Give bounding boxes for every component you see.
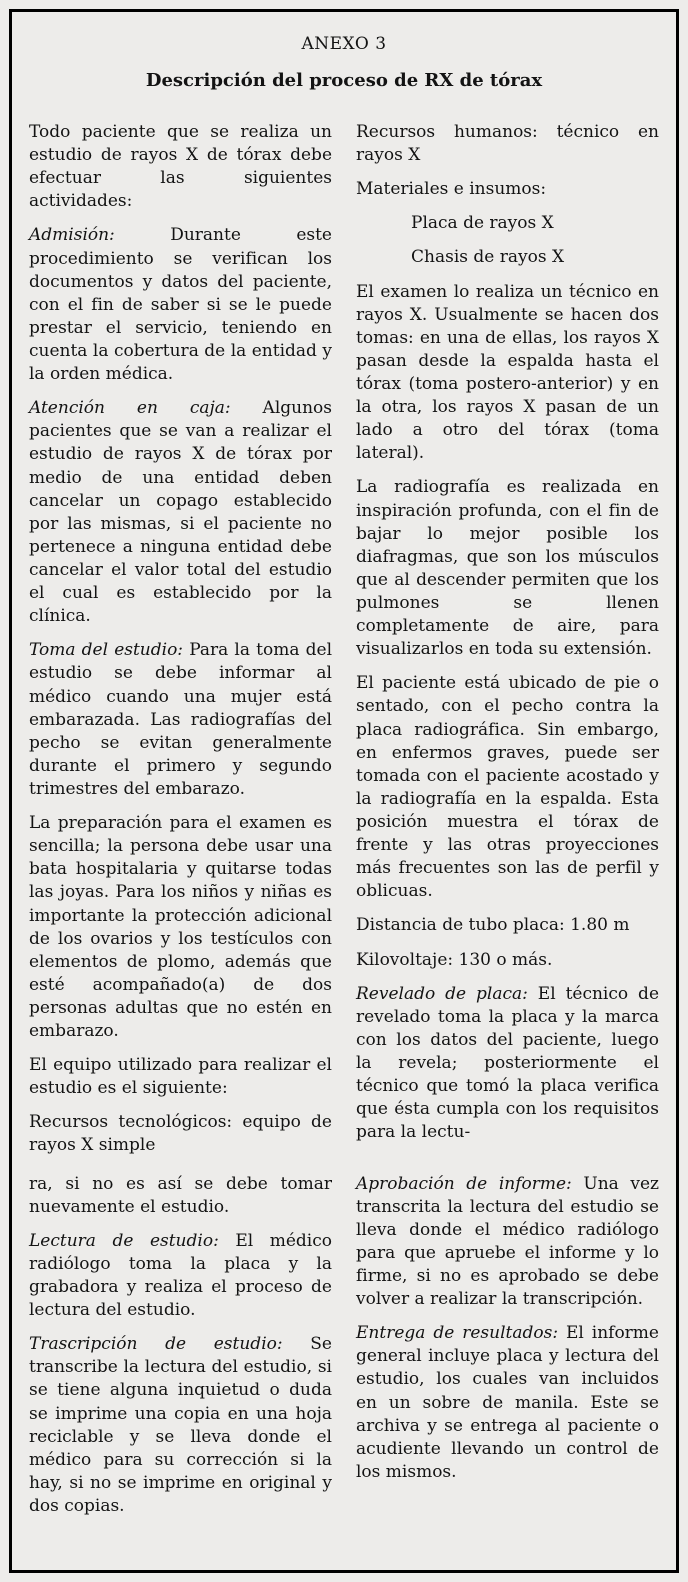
document-page [9, 9, 679, 1573]
paragraph-text: El técnico de revelado toma la placa y la marca con los datos del paciente, luego la revela; posteriormente el técnico que tomó la placa verifica que ésta cumpla con los requisitos para la lectu- [356, 983, 659, 1143]
paragraph: Materiales e insumos: [356, 179, 547, 200]
bottom-section [29, 1173, 659, 1530]
paragraph: ra, si no es así se debe tomar nuevamente el estudio. [29, 1173, 332, 1217]
paragraph [29, 1230, 332, 1322]
annex-title: ANEXO 3 [301, 34, 387, 54]
paragraph: El equipo utilizado para realizar el estudio es el siguiente: [29, 1055, 332, 1099]
paragraph-lead: Revelado de placa: [356, 983, 538, 1004]
list-item: Chasis de rayos X [411, 247, 565, 268]
paragraph: Todo paciente que se realiza un estudio de rayos X de tórax debe efectuar las siguientes actividades: [29, 122, 332, 212]
column-bottom-right [356, 1173, 659, 1530]
paragraph-lead: Lectura de estudio: [29, 1230, 236, 1251]
column-top-right [356, 121, 659, 1169]
paragraph: Distancia de tubo placa: 1.80 m [356, 915, 630, 936]
paragraph [29, 224, 332, 386]
paragraph-text: Algunos pacientes que se van a realizar el estudio de rayos X de tórax por medio de una entidad deben cancelar un copago establecido por las mismas, si el paciente no pertenece a ninguna entidad debe cancelar el valor total del estudio el cual es establecido por la clínica. [29, 398, 332, 627]
paragraph-lead: Entrega de resultados: [356, 1323, 566, 1344]
paragraph: El examen lo realiza un técnico en rayos X. Usualmente se hacen dos tomas: en una de ellas, los rayos X pasan desde la espalda hasta el tórax (toma postero-anterior) y en la otra, los rayos X pasan de un lado a otro del tórax (toma lateral). [356, 281, 659, 464]
paragraph [356, 1173, 659, 1312]
paragraph-text: El informe general incluye placa y lectura del estudio, los cuales van incluidos en un sobre de manila. Este se archiva y se entrega al paciente o acudiente llevando un control de los mismos. [356, 1323, 659, 1482]
paragraph [29, 639, 332, 801]
paragraph-lead: Trascripción de estudio: [29, 1334, 311, 1355]
paragraph: Kilovoltaje: 130 o más. [356, 949, 553, 970]
paragraph: Recursos tecnológicos: equipo de rayos X simple [29, 1112, 332, 1156]
paragraph-text: Durante este procedimiento se verifican los documentos y datos del paciente, con el fin de saber si se le puede prestar el servicio, teniendo en cuenta la cobertura de la entidad y la orden médica. [29, 225, 332, 385]
paragraph-text: Se transcribe la lectura del estudio, si se tiene alguna inquietud o duda se imprime una copia en una hoja reciclable y se lleva donde el médico para su corrección si la hay, si no se imprime en original y dos copias. [29, 1334, 332, 1517]
paragraph-text: El médico radiólogo toma la placa y la grabadora y realiza el proceso de lectura del estudio. [29, 1230, 332, 1321]
paragraph: Recursos humanos: técnico en rayos X [356, 122, 659, 166]
paragraph-lead: Aprobación de informe: [356, 1173, 584, 1194]
paragraph [356, 983, 659, 1145]
top-section [29, 121, 659, 1169]
paragraph-text: Una vez transcrita la lectura del estudio se lleva donde el médico radiólogo para que apruebe el informe y lo firme, si no es aprobado se debe volver a realizar la transcripción. [356, 1173, 660, 1310]
column-top-left [29, 121, 332, 1169]
document-subtitle: Descripción del proceso de RX de tórax [145, 70, 543, 91]
paragraph-lead: Admisión: [29, 225, 171, 246]
paragraph: La radiografía es realizada en inspiración profunda, con el fin de bajar lo mejor posible los diafragmas, que son los músculos que al descender permiten que los pulmones se llenen completamente de aire, para visualizarlos en toda su extensión. [356, 477, 659, 660]
paragraph: La preparación para el examen es sencilla; la persona debe usar una bata hospitalaria y quitarse todas las joyas. Para los niños y niñas es importante la protección adicional de los ovarios y los testículos con elementos de plomo, además que esté acompañado(a) de dos personas adultas que no estén en embarazo. [29, 813, 332, 1042]
paragraph [29, 397, 332, 628]
paragraph [29, 1333, 332, 1518]
paragraph [356, 1322, 659, 1484]
list-item: Placa de rayos X [411, 213, 554, 234]
paragraph-lead: Atención en caja: [29, 398, 263, 419]
paragraph-lead: Toma del estudio: [29, 640, 190, 661]
paragraph-text: Para la toma del estudio se debe informar al médico cuando una mujer está embarazada. Las radiografías del pecho se evitan generalmente durante el primero y segundo trimestres del embarazo. [29, 640, 333, 799]
paragraph: El paciente está ubicado de pie o sentado, con el pecho contra la placa radiográfica. Sin embargo, en enfermos graves, puede ser tomada con el paciente acostado y la radiografía en la espalda. Esta posición muestra el tórax de frente y las otras proyecciones más frecuentes son las de perfil y oblicuas. [356, 673, 659, 902]
column-bottom-left [29, 1173, 332, 1530]
